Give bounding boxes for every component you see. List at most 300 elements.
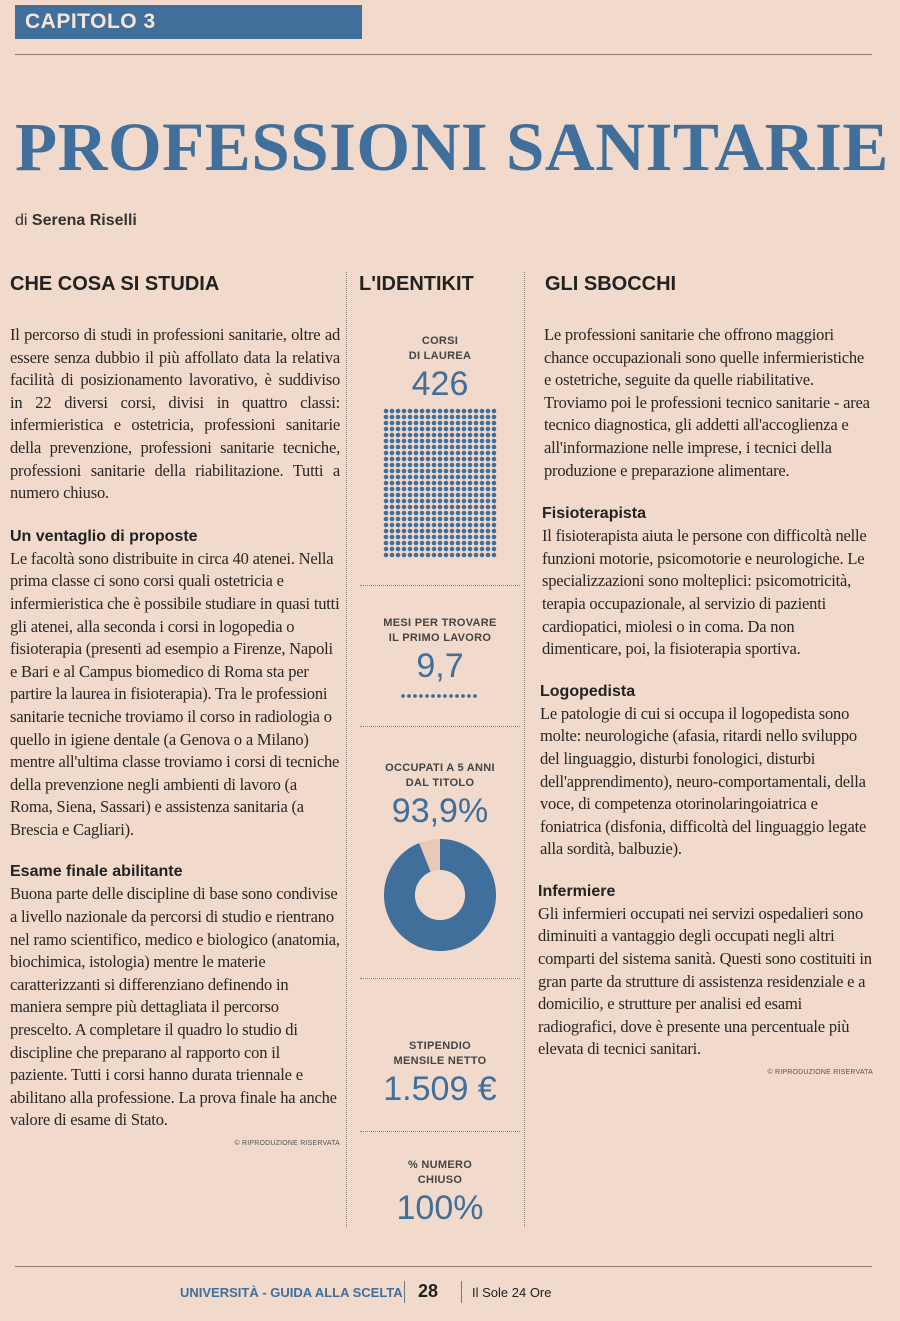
course-dot — [408, 409, 413, 414]
course-dot — [432, 487, 437, 492]
left-intro-text: Il percorso di studi in professioni sanitarie, oltre ad essere senza dubbio il più affollato data la relativa facilità di posizionamento lavorativo, è suddiviso in 22 diversi corsi, divisi in quattro classi: infermieristica e ostetricia, professioni sanitarie della prevenzione, professioni sanitarie tecniche, professioni sanitarie della riabilitazione. Tutti a numero chiuso. — [10, 325, 340, 503]
course-dot — [480, 439, 485, 444]
course-dot — [402, 517, 407, 522]
course-dot — [468, 529, 473, 534]
kpi-label-chiuso-line2: CHIUSO — [417, 1174, 463, 1186]
course-dot — [408, 523, 413, 528]
course-dot — [420, 529, 425, 534]
course-dot — [420, 409, 425, 414]
course-dot — [414, 433, 419, 438]
course-dot — [438, 475, 443, 480]
course-dot — [384, 457, 389, 462]
course-dot — [444, 463, 449, 468]
course-dot — [420, 505, 425, 510]
course-dot — [408, 553, 413, 558]
course-dot — [480, 463, 485, 468]
course-dot — [432, 547, 437, 552]
course-dot — [438, 535, 443, 540]
course-dot — [462, 517, 467, 522]
course-dot — [492, 511, 497, 516]
course-dot — [414, 427, 419, 432]
course-dot — [390, 457, 395, 462]
course-dot — [396, 457, 401, 462]
course-dot — [450, 481, 455, 486]
course-dot — [486, 439, 491, 444]
course-dot — [432, 517, 437, 522]
course-dot — [480, 523, 485, 528]
course-dot — [390, 445, 395, 450]
course-dot — [450, 535, 455, 540]
course-dot — [486, 481, 491, 486]
course-dot — [492, 475, 497, 480]
course-dot — [384, 427, 389, 432]
course-dot — [384, 433, 389, 438]
course-dot — [462, 511, 467, 516]
byline — [15, 212, 137, 230]
course-dot — [450, 421, 455, 426]
course-dot — [444, 481, 449, 486]
course-dot — [414, 523, 419, 528]
course-dot — [390, 493, 395, 498]
course-dot — [462, 505, 467, 510]
publisher-name: Il Sole 24 Ore — [472, 1285, 552, 1300]
course-dot — [462, 535, 467, 540]
course-dot — [438, 505, 443, 510]
course-dot — [486, 499, 491, 504]
course-dot — [432, 427, 437, 432]
course-dot — [414, 451, 419, 456]
course-dot — [438, 481, 443, 486]
course-dot — [486, 451, 491, 456]
course-dot — [474, 535, 479, 540]
right-column — [538, 270, 873, 1076]
course-dot — [456, 427, 461, 432]
course-dot — [426, 547, 431, 552]
course-dot — [420, 493, 425, 498]
course-dot — [402, 523, 407, 528]
course-dot — [450, 541, 455, 546]
kpi-label-chiuso — [355, 1158, 525, 1188]
section-title-infermiere: Infermiere — [538, 882, 616, 900]
course-dot — [408, 439, 413, 444]
course-dot — [456, 445, 461, 450]
course-dot — [384, 523, 389, 528]
footer-separator — [404, 1281, 405, 1303]
course-dot — [444, 433, 449, 438]
course-dot — [492, 433, 497, 438]
byline-prefix: di — [15, 212, 28, 229]
course-dot — [450, 553, 455, 558]
course-dot — [420, 499, 425, 504]
course-dot — [456, 541, 461, 546]
course-dot — [432, 475, 437, 480]
course-dot — [432, 421, 437, 426]
course-dot — [420, 445, 425, 450]
course-dot — [402, 433, 407, 438]
course-dot — [396, 433, 401, 438]
course-dot — [402, 439, 407, 444]
course-dot — [450, 439, 455, 444]
course-dot — [390, 547, 395, 552]
course-dot — [396, 553, 401, 558]
course-dot — [426, 475, 431, 480]
donut-hole — [415, 870, 465, 920]
course-dot — [450, 523, 455, 528]
course-dot — [390, 541, 395, 546]
course-dot — [408, 541, 413, 546]
course-dot — [468, 463, 473, 468]
course-dot — [468, 535, 473, 540]
course-dot — [486, 475, 491, 480]
course-dot — [450, 511, 455, 516]
section-text-ventaglio: Le facoltà sono distribuite in circa 40 atenei. Nella prima classe ci sono corsi quali ostetricia e infermieristica che è possibile studiare in quasi tutti gli atenei, alla seconda i corsi in logopedia o fisioterapia (presenti ad esempio a Firenze, Napoli e Bari e al Campus biomedico di Roma sta per partire la laurea in fisioterapia). Tra le professioni sanitarie tecniche troviamo il corso in radiologia o quello in igiene dentale (a Genova o a Milano) mentre all'ultima classe troviamo i corsi di tecniche della prevenzione negli ambienti di lavoro (a Roma, Siena, Sassari) e assistenza sanitaria (a Brescia e Cagliari). — [10, 548, 340, 839]
course-dot — [426, 517, 431, 522]
course-dot — [432, 553, 437, 558]
course-dot — [450, 415, 455, 420]
course-dot — [414, 421, 419, 426]
page-number: 28 — [418, 1281, 439, 1301]
course-dot — [468, 469, 473, 474]
course-dot — [390, 499, 395, 504]
course-dot — [402, 505, 407, 510]
author-name: Serena Riselli — [31, 212, 137, 229]
course-dot — [390, 517, 395, 522]
course-dot — [402, 421, 407, 426]
course-dot — [390, 505, 395, 510]
course-dot — [420, 487, 425, 492]
course-dot — [486, 415, 491, 420]
course-dot — [444, 421, 449, 426]
right-copyright: © RIPRODUZIONE RISERVATA — [767, 1069, 873, 1077]
page-footer — [0, 1281, 900, 1305]
course-dot — [444, 457, 449, 462]
course-dot — [468, 547, 473, 552]
course-dot — [390, 475, 395, 480]
course-dot — [450, 427, 455, 432]
course-dot — [492, 469, 497, 474]
course-dot — [444, 499, 449, 504]
course-dot — [492, 535, 497, 540]
course-dot — [474, 499, 479, 504]
course-dot — [408, 421, 413, 426]
course-dot — [480, 421, 485, 426]
course-dot — [492, 457, 497, 462]
course-dot — [456, 499, 461, 504]
section-title-fisioterapista: Fisioterapista — [542, 505, 647, 523]
course-dot — [396, 421, 401, 426]
course-dot — [414, 529, 419, 534]
course-dot — [468, 505, 473, 510]
kpi-label-corsi-line2: DI LAUREA — [408, 350, 472, 362]
course-dot — [486, 433, 491, 438]
course-dot — [396, 511, 401, 516]
course-dot — [426, 535, 431, 540]
course-dot — [444, 487, 449, 492]
course-dot — [384, 505, 389, 510]
course-dot — [438, 421, 443, 426]
course-dot — [408, 463, 413, 468]
course-dot — [390, 553, 395, 558]
course-dot — [438, 499, 443, 504]
course-dot — [426, 463, 431, 468]
course-dot — [444, 523, 449, 528]
course-dot — [468, 487, 473, 492]
course-dot — [384, 451, 389, 456]
left-copyright: © RIPRODUZIONE RISERVATA — [234, 1140, 340, 1147]
course-dot — [438, 445, 443, 450]
course-dot — [390, 487, 395, 492]
course-dot — [390, 451, 395, 456]
course-dot — [468, 439, 473, 444]
month-dot — [431, 694, 435, 698]
course-dot — [468, 541, 473, 546]
course-dot — [402, 553, 407, 558]
kpi-value-corsi: 426 — [411, 365, 469, 403]
course-dot — [432, 415, 437, 420]
course-dot — [492, 481, 497, 486]
course-dot — [480, 541, 485, 546]
identikit-column — [355, 270, 525, 1228]
course-dot — [480, 511, 485, 516]
course-dot — [480, 445, 485, 450]
course-dot — [384, 409, 389, 414]
section-text-esame: Buona parte delle discipline di base sono condivise a livello nazionale da percorsi di studio e rientrano nel ramo scientifico, medico e biologico (anatomia, biochimica, istologia) mentre le materie caratterizzanti si differenziano definendo in maniera sempre più dettagliata il percorso prescelto. A completare il quadro lo studio di discipline che preparano al rapporto con il paziente. Tutti i corsi hanno durata triennale e abilitano alla professione. La prova finale ha anche valore di esame di Stato. — [10, 884, 340, 1130]
course-dot — [414, 505, 419, 510]
course-dot — [408, 517, 413, 522]
course-dot — [390, 439, 395, 444]
course-dot — [402, 487, 407, 492]
course-dot — [420, 523, 425, 528]
course-dot — [438, 433, 443, 438]
kpi-value-chiuso: 100% — [396, 1189, 484, 1227]
course-dot — [402, 409, 407, 414]
kpi-label-occupati-line1: OCCUPATI A 5 ANNI — [385, 762, 495, 774]
course-dot — [432, 451, 437, 456]
course-dot — [456, 535, 461, 540]
top-divider — [15, 54, 872, 55]
course-dot — [462, 487, 467, 492]
course-dot — [462, 553, 467, 558]
course-dot — [462, 529, 467, 534]
course-dot — [492, 427, 497, 432]
course-dot — [444, 439, 449, 444]
course-dot — [456, 433, 461, 438]
course-dot — [492, 553, 497, 558]
course-dot — [480, 487, 485, 492]
course-dot — [408, 445, 413, 450]
course-dot — [402, 415, 407, 420]
course-dot — [414, 541, 419, 546]
course-dot — [396, 505, 401, 510]
course-dot — [468, 433, 473, 438]
course-dot — [402, 541, 407, 546]
employment-donut-chart — [382, 837, 498, 953]
course-dot — [420, 439, 425, 444]
course-dot — [492, 445, 497, 450]
course-dot — [432, 433, 437, 438]
course-dot — [480, 415, 485, 420]
course-dot — [438, 553, 443, 558]
course-dot — [456, 451, 461, 456]
course-dot — [384, 535, 389, 540]
course-dot — [474, 505, 479, 510]
course-dot — [384, 445, 389, 450]
month-dot — [437, 694, 441, 698]
course-dot — [420, 481, 425, 486]
course-dot — [450, 433, 455, 438]
course-dot — [486, 463, 491, 468]
course-dot — [396, 487, 401, 492]
course-dot — [414, 415, 419, 420]
kpi-label-occupati — [355, 761, 525, 791]
course-dot — [396, 499, 401, 504]
course-dot — [480, 499, 485, 504]
course-dot — [492, 529, 497, 534]
course-dot — [432, 529, 437, 534]
course-dot — [444, 547, 449, 552]
course-dot — [462, 547, 467, 552]
course-dot — [402, 547, 407, 552]
course-dot — [432, 493, 437, 498]
course-dot — [432, 463, 437, 468]
course-dot — [450, 475, 455, 480]
course-dot — [492, 517, 497, 522]
course-dot — [396, 409, 401, 414]
course-dot — [438, 547, 443, 552]
course-dot — [480, 469, 485, 474]
course-dot — [456, 469, 461, 474]
course-dot — [474, 475, 479, 480]
course-dot — [402, 511, 407, 516]
course-dot — [462, 493, 467, 498]
course-dot — [426, 427, 431, 432]
course-dot — [486, 469, 491, 474]
kpi-label-corsi-line1: CORSI — [421, 335, 459, 347]
course-dot — [480, 553, 485, 558]
course-dot — [396, 529, 401, 534]
course-dot — [432, 481, 437, 486]
course-dot — [468, 451, 473, 456]
course-dot — [396, 469, 401, 474]
course-dot — [480, 457, 485, 462]
course-dot — [402, 499, 407, 504]
course-dot — [444, 511, 449, 516]
course-dot — [402, 493, 407, 498]
course-dot — [432, 535, 437, 540]
course-dot — [420, 475, 425, 480]
course-dot — [486, 523, 491, 528]
course-dot — [390, 529, 395, 534]
courses-dot-grid — [383, 408, 497, 558]
right-intro-text: Le professioni sanitarie che offrono maggiori chance occupazionali sono quelle infermieristiche e ostetriche, seguite da quelle riabilitative. Troviamo poi le professioni tecnico sanitarie - area tecnico diagnostica, gli addetti all'accoglienza e all'informazione nelle imprese, i tecnici della produzione e preparazione alimentare. — [544, 325, 870, 480]
course-dot — [402, 451, 407, 456]
course-dot — [408, 427, 413, 432]
course-dot — [432, 469, 437, 474]
course-dot — [396, 475, 401, 480]
course-dot — [438, 523, 443, 528]
course-dot — [420, 463, 425, 468]
course-dot — [462, 457, 467, 462]
course-dot — [444, 505, 449, 510]
course-dot — [408, 481, 413, 486]
course-dot — [414, 463, 419, 468]
course-dot — [414, 499, 419, 504]
course-dot — [450, 445, 455, 450]
course-dot — [474, 427, 479, 432]
course-dot — [480, 517, 485, 522]
course-dot — [420, 433, 425, 438]
course-dot — [396, 517, 401, 522]
course-dot — [426, 469, 431, 474]
month-dot — [401, 694, 405, 698]
course-dot — [396, 427, 401, 432]
course-dot — [456, 529, 461, 534]
left-column — [10, 270, 340, 1147]
course-dot — [492, 541, 497, 546]
course-dot — [420, 535, 425, 540]
course-dot — [402, 445, 407, 450]
course-dot — [444, 553, 449, 558]
course-dot — [384, 415, 389, 420]
section-text-fisioterapista: Il fisioterapista aiuta le persone con difficoltà nelle funzioni motorie, psicomotorie e neurologiche. Le specializzazioni sono molteplici: psicomotricità, terapia occupazionale, al servizio di pazienti cardiopatici, miolesi o in coma. Da non dimenticare, poi, la fisioterapia sportiva. — [542, 526, 867, 659]
course-dot — [426, 445, 431, 450]
course-dot — [420, 553, 425, 558]
course-dot — [408, 499, 413, 504]
month-dot — [449, 694, 453, 698]
course-dot — [432, 505, 437, 510]
course-dot — [486, 427, 491, 432]
course-dot — [468, 445, 473, 450]
course-dot — [492, 421, 497, 426]
course-dot — [474, 541, 479, 546]
course-dot — [456, 487, 461, 492]
course-dot — [474, 547, 479, 552]
months-dot-bar — [400, 693, 480, 699]
course-dot — [444, 427, 449, 432]
chapter-label: CAPITOLO 3 — [15, 5, 362, 39]
kpi-value-mesi: 9,7 — [416, 647, 464, 685]
course-dot — [462, 475, 467, 480]
course-dot — [468, 421, 473, 426]
course-dot — [438, 415, 443, 420]
course-dot — [396, 541, 401, 546]
course-dot — [486, 505, 491, 510]
course-dot — [444, 529, 449, 534]
course-dot — [420, 427, 425, 432]
month-dot — [413, 694, 417, 698]
course-dot — [486, 493, 491, 498]
course-dot — [450, 451, 455, 456]
course-dot — [438, 427, 443, 432]
course-dot — [426, 499, 431, 504]
course-dot — [468, 517, 473, 522]
course-dot — [384, 517, 389, 522]
course-dot — [444, 445, 449, 450]
course-dot — [396, 535, 401, 540]
course-dot — [450, 493, 455, 498]
course-dot — [420, 511, 425, 516]
course-dot — [450, 499, 455, 504]
course-dot — [384, 541, 389, 546]
course-dot — [414, 469, 419, 474]
course-dot — [468, 427, 473, 432]
course-dot — [426, 457, 431, 462]
course-dot — [468, 481, 473, 486]
course-dot — [438, 517, 443, 522]
course-dot — [402, 427, 407, 432]
course-dot — [402, 463, 407, 468]
course-dot — [408, 469, 413, 474]
